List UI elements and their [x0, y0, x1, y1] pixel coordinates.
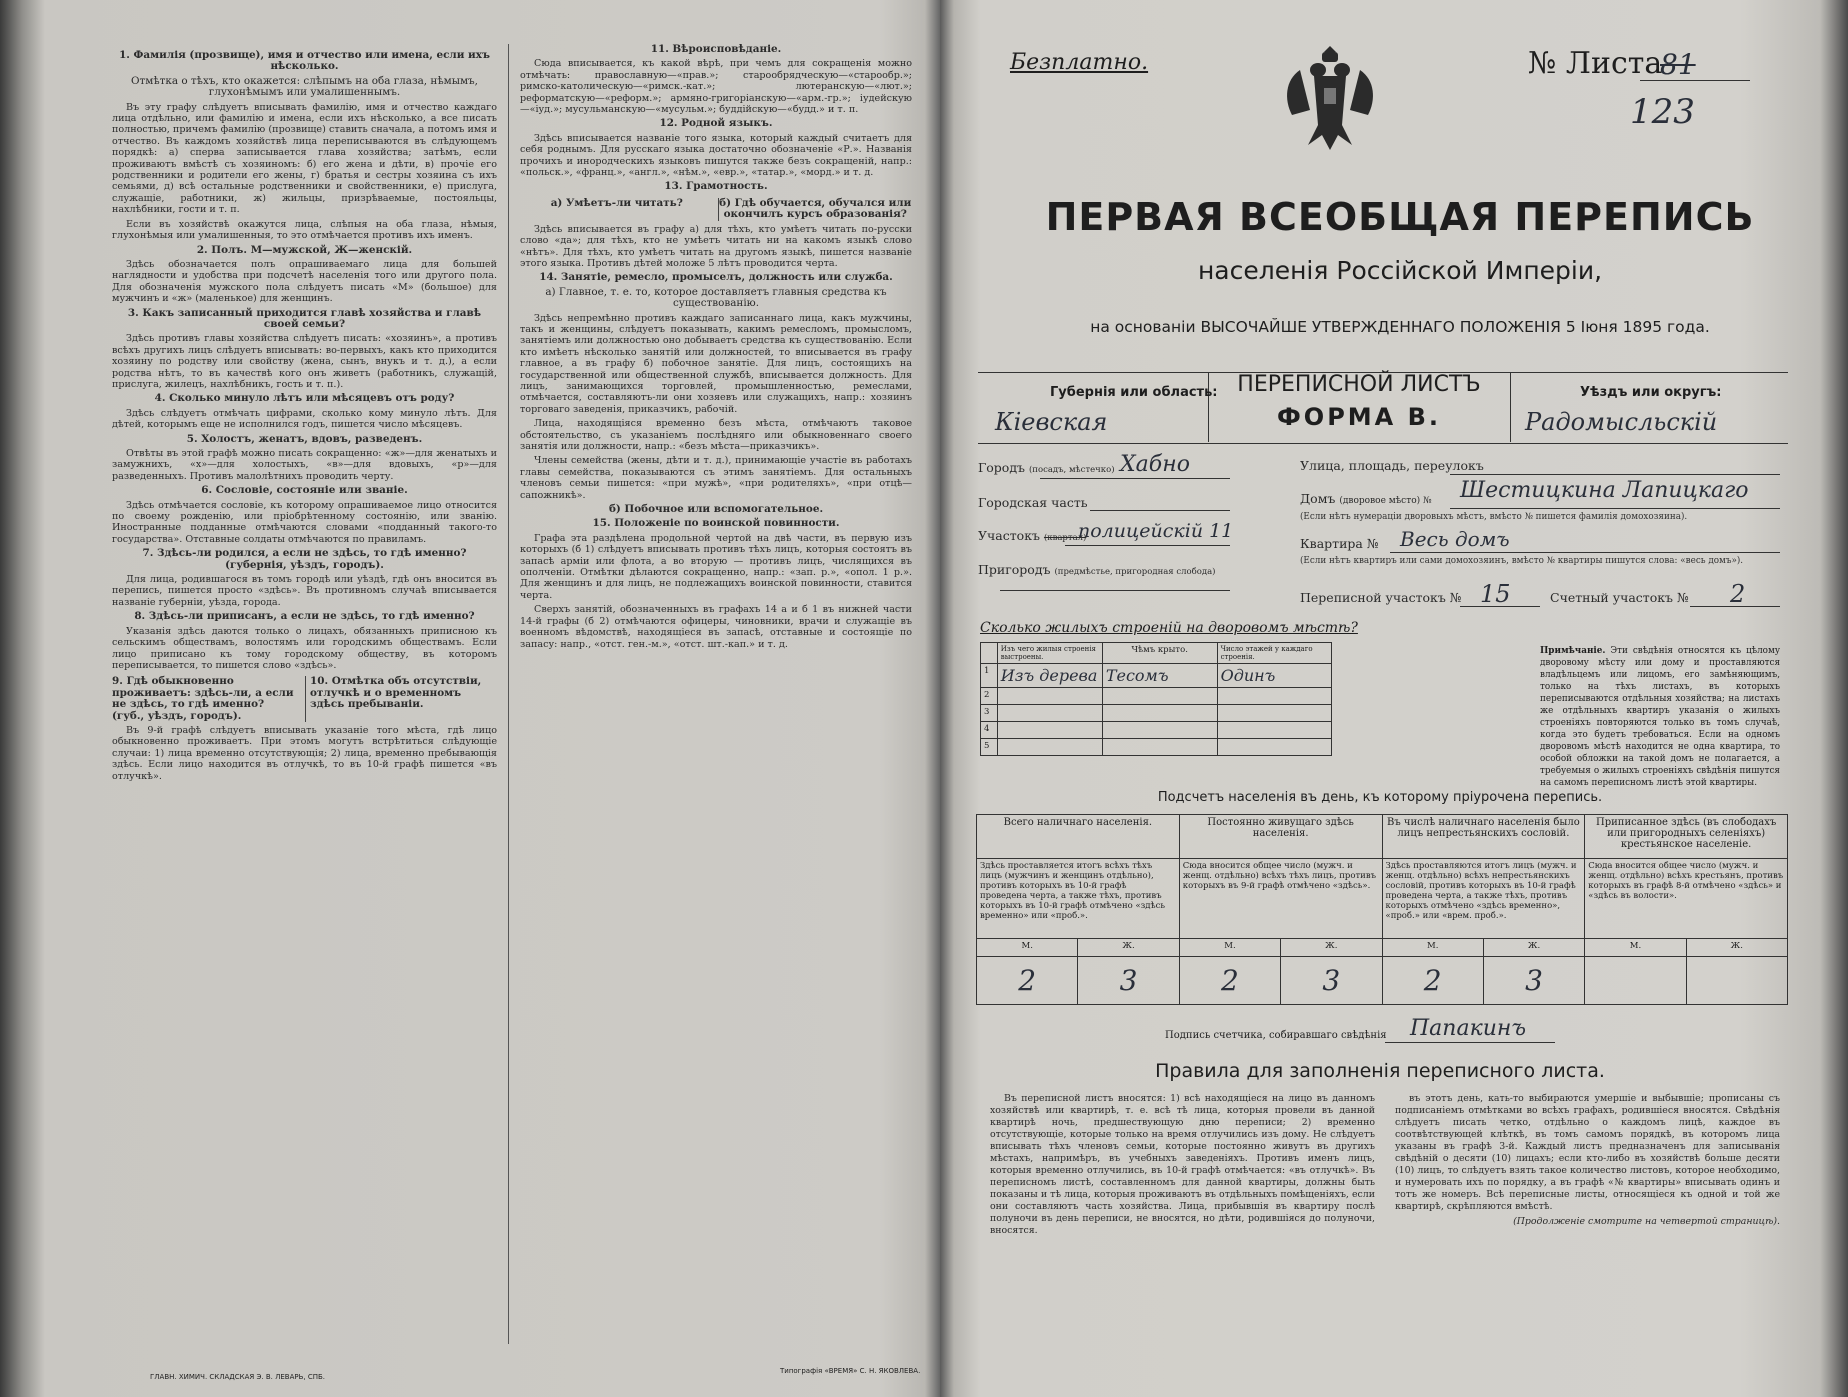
population-desc-peasant: Сюда вносится общее число (мужч. и женщ. отдѣльно) всѣхъ крестьянъ, противъ которыхъ въ графѣ 8-й отмѣчено «здѣсь» и «здѣсь въ волости».	[1585, 859, 1788, 939]
population-desc-total: Здѣсь проставляется итогъ всѣхъ тѣхъ лицъ (мужчинъ и женщинъ отдѣльно), противъ которыхъ въ 10-й графѣ проведена черта, а также тѣхъ, противъ которыхъ въ 10-й графѣ отмѣчено «здѣсь временно» или «проб.».	[977, 859, 1180, 939]
house-line	[1450, 508, 1780, 509]
section-11-title: 11. Вѣроисповѣданіе.	[650, 43, 782, 55]
section-13-text: Здѣсь вписывается въ графу а) для тѣхъ, кто умѣетъ читать по-русски слово «да»; для тѣхъ, кто не умѣетъ читать ни на какомъ языкѣ слово «нѣтъ». Для тѣхъ, кто умѣетъ читать на другомъ языкѣ, пишется названіе этого языка. Противъ дѣтей моложе 5 лѣтъ проводится черта.	[520, 223, 912, 269]
census-basis: на основаніи ВЫСОЧАЙШЕ УТВЕРЖДЕННАГО ПОЛОЖЕНІЯ 5 Іюня 1895 года.	[1090, 318, 1710, 336]
right-page-census-form	[940, 0, 1848, 1397]
section-9-text: Въ 9-й графѣ слѣдуетъ вписывать указаніе того мѣста, гдѣ лицо обыкновенно проживаетъ. При этомъ могутъ встрѣтиться слѣдующіе случаи: 1) лица временно отсутствующія; 2) лица, временно пребывающія здѣсь. Если лицо находится въ отлучкѣ, то въ 10-й графѣ пишется «въ отлучкѣ».	[112, 724, 497, 782]
precinct-label: Участокъ (квартал)	[978, 528, 1087, 543]
apartment-note: (Если нѣтъ квартиръ или сами домохозяинъ, вмѣсто № квартиры пишутся слова: «весь домъ»).	[1300, 556, 1744, 566]
sex-m-label: М.	[1585, 939, 1686, 957]
count-nonpeasant-m[interactable]: 2	[1382, 957, 1483, 1005]
buildings-row: 2	[981, 688, 1332, 705]
count-peasant-m[interactable]	[1585, 957, 1686, 1005]
section-14a: а) Главное, т. е. то, которое доставляетъ главныя средства къ существованію.	[545, 285, 887, 310]
count-total-m[interactable]: 2	[977, 957, 1078, 1005]
precinct-value[interactable]: полицейскій 11	[1078, 520, 1234, 542]
suburb-line	[1000, 590, 1230, 591]
population-head-nonpeasant: Въ числѣ наличнаго населенія было лицъ непрестьянскихъ сословій.	[1382, 815, 1585, 859]
buildings-note-text: Эти свѣдѣнія относятся къ цѣлому дворовому мѣсту или дому и проставляются владѣльцемъ или лицомъ, его замѣняющимъ, только на тѣхъ листахъ, въ которыхъ переписываются отдѣльныя хозяйства; на листахъ же отдѣльныхъ квартиръ указанія о жилыхъ строеніяхъ повторяются только въ томъ случаѣ, когда это будетъ требоваться. Если на одномъ дворовомъ мѣстѣ находится не одна квартира, то особой обложки на такой домъ не полагается, а требуемыя о жилыхъ строеніяхъ свѣдѣнія пишутся на самомъ переписномъ листѣ этой квартиры.	[1540, 646, 1780, 788]
sex-m-label: М.	[977, 939, 1078, 957]
city-line	[1040, 478, 1230, 479]
sex-m-label: М.	[1179, 939, 1280, 957]
population-head-peasant: Приписанное здѣсь (въ слободахъ или пригородныхъ селеніяхъ) крестьянское населеніе.	[1585, 815, 1788, 859]
section-4-text: Здѣсь слѣдуетъ отмѣчать цифрами, сколько кому минуло лѣтъ. Для дѣтей, которымъ еще не исполнился годъ, пишется число мѣсяцевъ.	[112, 407, 497, 431]
signature-label: Подпись счетчика, собиравшаго свѣдѣнія	[1165, 1030, 1387, 1041]
section-5-text: Отвѣты въ этой графѣ можно писать сокращенно: «ж»—для женатыхъ и замужнихъ, «х»—для холостыхъ, «в»—для вдовыхъ, «р»—для разведенныхъ. Противъ малолѣтнихъ проводить черту.	[112, 448, 497, 482]
section-14-text2: Лица, находящіяся временно безъ мѣста, отмѣчаютъ таковое обстоятельство, съ указаніемъ послѣдняго или обыкновеннаго своего занятія или должности, напр.: «безъ мѣста—приказчикъ».	[520, 418, 912, 452]
form-type: ФОРМА В.	[1276, 403, 1441, 431]
section-3-title: 3. Какъ записанный приходится главѣ хозяйства и главѣ своей семьи?	[127, 306, 482, 330]
signature-line	[1385, 1042, 1555, 1043]
house-note: (Если нѣтъ нумераціи дворовыхъ мѣстъ, вмѣсто № пишется фамилія домохозяина).	[1300, 512, 1688, 522]
census-main-title: ПЕРВАЯ ВСЕОБЩАЯ ПЕРЕПИСЬ	[1045, 195, 1755, 239]
sheet-number-value: 81	[1660, 48, 1696, 81]
section-8-title: 8. Здѣсь-ли приписанъ, а если не здѣсь, то гдѣ именно?	[134, 610, 475, 623]
section-14b: б) Побочное или вспомогательное.	[608, 503, 824, 516]
printer-footer-right: Типографія «ВРЕМЯ» С. Н. ЯКОВЛЕВА.	[780, 1367, 921, 1375]
instructions-column-2	[520, 42, 912, 1362]
city-part-label: Городская часть	[978, 495, 1088, 510]
district-label: Уѣздъ или округъ:	[1580, 385, 1722, 400]
street-label: Улица, площадь, переулокъ	[1300, 458, 1484, 473]
buildings-table	[980, 642, 1332, 756]
section-1-title: 1. Фамилія (прозвище), имя и отчество или имена, если ихъ нѣсколько.	[119, 49, 490, 73]
city-label: Городъ (посадъ, мѣстечко)	[978, 460, 1115, 475]
house-label: Домъ (дворовое мѣсто) №	[1300, 491, 1432, 506]
buildings-header-floors: Число этажей у каждаго строенія.	[1217, 643, 1331, 664]
buildings-row: 3	[981, 705, 1332, 722]
section-7-text: Для лица, родившагося въ томъ городѣ или уѣздѣ, гдѣ онъ вносится въ перепись, пишется просто «здѣсь». Въ противномъ случаѣ вписывается названіе губерніи, уѣзда, города.	[112, 574, 497, 608]
population-title: Подсчетъ населенія въ день, къ которому пріурочена перепись.	[1157, 790, 1603, 805]
house-value[interactable]: Шестицкина Лапицкаго	[1460, 478, 1749, 503]
section-2-title: 2. Полъ. М—мужской, Ж—женскій.	[196, 243, 413, 256]
count-nonpeasant-f[interactable]: 3	[1483, 957, 1584, 1005]
section-13-title: 13. Грамотность.	[664, 180, 768, 193]
census-district-label: Переписной участокъ №	[1300, 590, 1462, 605]
section-15-text2: Сверхъ занятій, обозначенныхъ въ графахъ 14 а и б 1 въ нижней части 14-й графы (б 2) отмѣчаются офицеры, чиновники, врачи и служащіе въ военномъ вѣдомствѣ, находящіеся въ запасѣ, отставные и состоящіе по запасу: напр., «отст. ген.-м.», «отст. шт.-кап.» и т. д.	[520, 604, 912, 650]
section-6-text: Здѣсь отмѣчается сословіе, къ которому опрашиваемое лицо относится по своему рожденію, или пріобрѣтенному состоянію, или званію. Иностранные подданные отмѣчаются словами «подданный такого-то государства». Отставные солдаты отмѣчаются по правиламъ.	[112, 499, 497, 545]
section-1-text2: Если въ хозяйствѣ окажутся лица, слѣпыя на оба глаза, нѣмыя, глухонѣмыя или умалишенныя, то это отмѣчается противъ ихъ именъ.	[112, 218, 497, 242]
section-15-text: Графа эта раздѣлена продольной чертой на двѣ части, въ первую изъ которыхъ (б 1) слѣдуетъ вписывать противъ тѣхъ лицъ, которыя состоятъ въ запасѣ арміи или флота, а во вторую — противъ лицъ, числящихся въ ополченіи. Отмѣтки дѣлаются сокращенно, напр.: «зап. р.», «опол. 1 р.». Для женщинъ и для лицъ, не подлежащихъ воинской повинности, ставится черта.	[520, 532, 912, 601]
section-8-text: Указанія здѣсь даются только о лицахъ, обязанныхъ приписною къ сельскимъ обществамъ, волостямъ или городскимъ обществамъ. Если лицо приписано къ тому городскому обществу, въ которомъ переписывается, то пишется слово «здѣсь».	[112, 625, 497, 671]
buildings-note-label: Примѣчаніе.	[1540, 646, 1606, 656]
province-label: Губернія или область:	[1050, 385, 1218, 400]
section-11-text: Сюда вписывается, къ какой вѣрѣ, при чемъ для сокращенія можно отмѣчать: православную—«прав.»; старообрядческую—«старообр.»; римско-католическую—«римск.-кат.»; лютеранскую—«лют.»; реформатскую—«реформ.»; армяно-григоріанскую—«арм.-гр.»; іудейскую—«іуд.»; мусульманскую—«мусульм.»; буддійскую—«будд.» и т. п.	[520, 58, 912, 116]
section-1-text: Въ эту графу слѣдуетъ вписывать фамилію, имя и отчество каждаго лица отдѣльно, или фамилію и имена, если ихъ нѣсколько, а все писать полностью, причемъ фамилію (прозвище) ставить сначала, а потомъ имя и отчество. Въ каждомъ хозяйствѣ лица переписываются въ слѣдующемъ порядкѣ: а) сперва записывается глава хозяйства; затѣмъ, если проживаютъ вмѣстѣ съ хозяиномъ: б) его жена и дѣти, в) прочіе его родственники и родители его жены, г) братья и сестры хозяина съ ихъ семьями, д) всѣ остальные родственники и свойственники, е) прислуга, служащіе, работники, ж) жильцы, призрѣваемые, постояльцы, нахлѣбники, гости и т. п.	[112, 101, 497, 216]
printer-footer-left: ГЛАВН. ХИМИЧ. СКЛАДСКАЯ Э. В. ЛЕВАРЬ, СПБ.	[150, 1373, 326, 1381]
apartment-label: Квартира №	[1300, 536, 1379, 551]
imperial-eagle-icon	[1280, 40, 1380, 155]
rules-title: Правила для заполненія переписного листа.	[1155, 1060, 1605, 1082]
sheet-number-label: № Листа	[1528, 46, 1663, 81]
rules-column-1	[990, 1093, 1375, 1373]
sex-f-label: Ж.	[1281, 939, 1382, 957]
city-value[interactable]: Хабно	[1120, 452, 1190, 477]
rules-text-1: Въ переписной листъ вносятся: 1) всѣ находящіеся на лицо въ данномъ хозяйствѣ или квартирѣ, т. е. всѣ тѣ лица, которыя провели въ данной квартирѣ ночь, предшествующую дню переписи; 2) временно отсутствующіе, которые только на время отлучились изъ дому. Не слѣдуетъ вписывать тѣхъ членовъ семьи, которые постоянно живутъ въ другихъ мѣстахъ, напримѣръ, въ учебныхъ заведеніяхъ. Противъ именъ лицъ, которыя временно отлучились, въ 10-й графѣ отмѣчается: «въ отлучкѣ». Въ переписномъ листѣ, составленномъ для данной квартиры, должны быть показаны и тѣ лица, которыя проживаютъ въ отдѣльныхъ помѣщеніяхъ, если они составляютъ часть хозяйства. Лица, прибывшія въ квартиру послѣ полуночи въ день переписи, не вносятся, но дѣти, родившіяся до полуночи, вносятся.	[990, 1093, 1375, 1236]
province-value[interactable]: Кіевская	[995, 408, 1108, 436]
sheet-number-underline	[1640, 80, 1750, 81]
counting-district-label: Счетный участокъ №	[1550, 590, 1689, 605]
buildings-header-roof: Чѣмъ крыто.	[1102, 643, 1217, 664]
section-10-title: 10. Отмѣтка объ отсутствіи, отлучкѣ и о временномъ здѣсь пребываніи.	[305, 676, 497, 722]
section-3-text: Здѣсь противъ главы хозяйства слѣдуетъ писать: «хозяинъ», а противъ всѣхъ другихъ лицъ слѣдуетъ вписывать: во-первыхъ, какъ кто приходится хозяину по родству или свойству (жена, сынъ, внукъ и т. д.), а если родства нѣтъ, то въ качествѣ кого онъ живетъ (работникъ, служащій, прислуга, жилецъ, нахлѣбникъ, гость и т. п.).	[112, 333, 497, 390]
rules-continue: (Продолженіе смотрите на четвертой страницѣ).	[1513, 1216, 1780, 1227]
section-1-note: Отмѣтка о тѣхъ, кто окажется: слѣпымъ на оба глаза, нѣмымъ, глухонѣмымъ или умалишеннымъ.	[131, 74, 478, 99]
apartment-value[interactable]: Весь домъ	[1400, 527, 1510, 551]
street-line	[1450, 474, 1780, 475]
census-district-value[interactable]: 15	[1480, 580, 1511, 608]
population-head-permanent: Постоянно живущаго здѣсь населенія.	[1179, 815, 1382, 859]
section-14-text: Здѣсь непремѣнно противъ каждаго записаннаго лица, какъ мужчины, такъ и женщины, слѣдуетъ показывать, какимъ ремесломъ, промысломъ, занятіемъ или должностью оно добываетъ средства къ существованію. Если кто имѣетъ нѣсколько занятій или должностей, то вписывается въ графу главное, а въ графу б) побочное занятіе. Для лицъ, состоящихъ на государственной или общественной службѣ, вписывается должность. Для лицъ, занимающихся торговлей, промышленностью, ремеслами, отмѣчается, составляютъ-ли они хозяевъ или служащихъ, напр.: хозяинъ торговаго заведенія, приказчикъ, рабочій.	[520, 312, 912, 415]
section-2-text: Здѣсь обозначается полъ опрашиваемаго лица для большей наглядности и удобства при подсчетѣ населенія того или другого пола. Для обозначенія мужского пола слѣдуетъ писать «М» (большое) для мужчинъ и «ж» (маленькое) для женщинъ.	[112, 258, 497, 305]
section-5-title: 5. Холостъ, женатъ, вдовъ, разведенъ.	[186, 432, 423, 445]
sex-f-label: Ж.	[1483, 939, 1584, 957]
section-12-title: 12. Родной языкъ.	[659, 117, 773, 130]
section-13b: б) Гдѣ обучается, обучался или окончилъ курсъ образованія?	[719, 196, 912, 221]
population-desc-nonpeasant: Здѣсь проставляются итогъ лицъ (мужч. и женщ. отдѣльно) всѣхъ непрестьянскихъ сословій, противъ которыхъ въ 10-й графѣ проведена черта, а также тѣхъ, противъ которыхъ отмѣчено «здѣсь временно», «проб.» или «врем. проб.».	[1382, 859, 1585, 939]
section-6-title: 6. Сословіе, состояніе или званіе.	[201, 484, 408, 497]
section-15-title: 15. Положеніе по воинской повинности.	[592, 517, 840, 530]
section-13a: а) Умѣетъ-ли читать?	[550, 196, 683, 209]
sex-f-label: Ж.	[1078, 939, 1179, 957]
rules-text-2: въ этотъ день, кать-то выбираются умершіе и выбывшіе; прописаны съ подписаніемъ отмѣтками во всѣхъ графахъ, родившіеся вносятся. Свѣдѣнія слѣдуетъ писать четко, отдѣльно о каждомъ лицѣ, каждое въ соотвѣтствующей клѣткѣ, въ томъ самомъ порядкѣ, въ которомъ лица указаны въ графѣ 3-й. Каждый листъ предназначенъ для записыванія свѣдѣній о десяти (10) лицахъ; если кто-либо въ хозяйствѣ больше десяти (10) лицъ, то слѣдуетъ взять такое количество листовъ, которое необходимо, и нумеровать ихъ по порядку, а въ графѣ «№ квартиры» вписывать одинъ и тотъ же номеръ. Всѣ переписные листы, относящіеся къ одной и той же квартирѣ, скрѣпляются вмѣстѣ.	[1395, 1093, 1780, 1212]
district-value[interactable]: Радомысльскій	[1525, 408, 1718, 436]
section-14-text3: Члены семейства (жены, дѣти и т. д.), принимающіе участіе въ работахъ главы семейства, показываются съ этимъ занятіемъ. Для остальныхъ членовъ семьи пишется: «при мужѣ», «при родителяхъ», «при отцѣ—сапожникѣ».	[520, 455, 912, 501]
apartment-line	[1390, 552, 1780, 553]
count-peasant-f[interactable]	[1686, 957, 1787, 1005]
section-12-text: Здѣсь вписывается названіе того языка, который каждый считаетъ для себя роднымъ. Для русскаго языка достаточно обозначеніе «Р.». Названія прочихъ и инородческихъ языковъ пишутся также безъ сокращеній, напр.: «польск.», «франц.», «англ.», «нѣм.», «евр.», «татар.», «морд.» и т. д.	[520, 132, 912, 179]
population-desc-permanent: Сюда вносится общее число (мужч. и женщ. отдѣльно) всѣхъ тѣхъ лицъ, противъ которыхъ въ 9-й графѣ отмѣчено «здѣсь».	[1179, 859, 1382, 939]
count-permanent-m[interactable]: 2	[1179, 957, 1280, 1005]
count-permanent-f[interactable]: 3	[1281, 957, 1382, 1005]
rules-column-2	[1395, 1093, 1780, 1383]
section-7-title: 7. Здѣсь-ли родился, а если не здѣсь, то гдѣ именно? (губернія, уѣздъ, городъ).	[142, 547, 467, 571]
section-14-title: 14. Занятіе, ремесло, промыселъ, должность или служба.	[539, 271, 893, 284]
precinct-line	[1065, 545, 1230, 546]
section-9-title: 9. Гдѣ обыкновенно проживаетъ: здѣсь-ли, а если не здѣсь, то гдѣ именно? (губ., уѣздъ, городъ).	[112, 675, 294, 722]
buildings-title: Сколько жилыхъ строеній на дворовомъ мѣстѣ?	[980, 620, 1358, 636]
buildings-row: 4	[981, 722, 1332, 739]
count-total-f[interactable]: 3	[1078, 957, 1179, 1005]
city-part-line	[1090, 510, 1230, 511]
counting-district-value[interactable]: 2	[1730, 580, 1746, 608]
sex-f-label: Ж.	[1686, 939, 1787, 957]
buildings-header-material: Изъ чего жилыя строенія выстроены.	[997, 643, 1102, 664]
section-4-title: 4. Сколько минуло лѣтъ или мѣсяцевъ отъ роду?	[154, 392, 455, 405]
population-table	[976, 814, 1788, 1005]
signature-value[interactable]: Папакинъ	[1410, 1016, 1527, 1041]
form-title: ПЕРЕПИСНОЙ ЛИСТЪ	[1237, 372, 1481, 397]
buildings-row: 1 Изъ дерева Тесомъ Одинъ	[981, 664, 1332, 688]
instructions-column-1	[112, 48, 497, 1358]
free-label: Безплатно.	[1010, 50, 1149, 75]
buildings-note	[1540, 645, 1780, 789]
census-subtitle: населенія Россійской Имперіи,	[1197, 256, 1603, 285]
sheet-number-handwritten: 123	[1630, 92, 1695, 132]
column-divider	[508, 44, 509, 1344]
buildings-row: 5	[981, 739, 1332, 756]
sex-m-label: М.	[1382, 939, 1483, 957]
population-head-total: Всего наличнаго населенія.	[977, 815, 1180, 859]
suburb-label: Пригородъ (предмѣстье, пригородная слобода)	[978, 562, 1216, 577]
